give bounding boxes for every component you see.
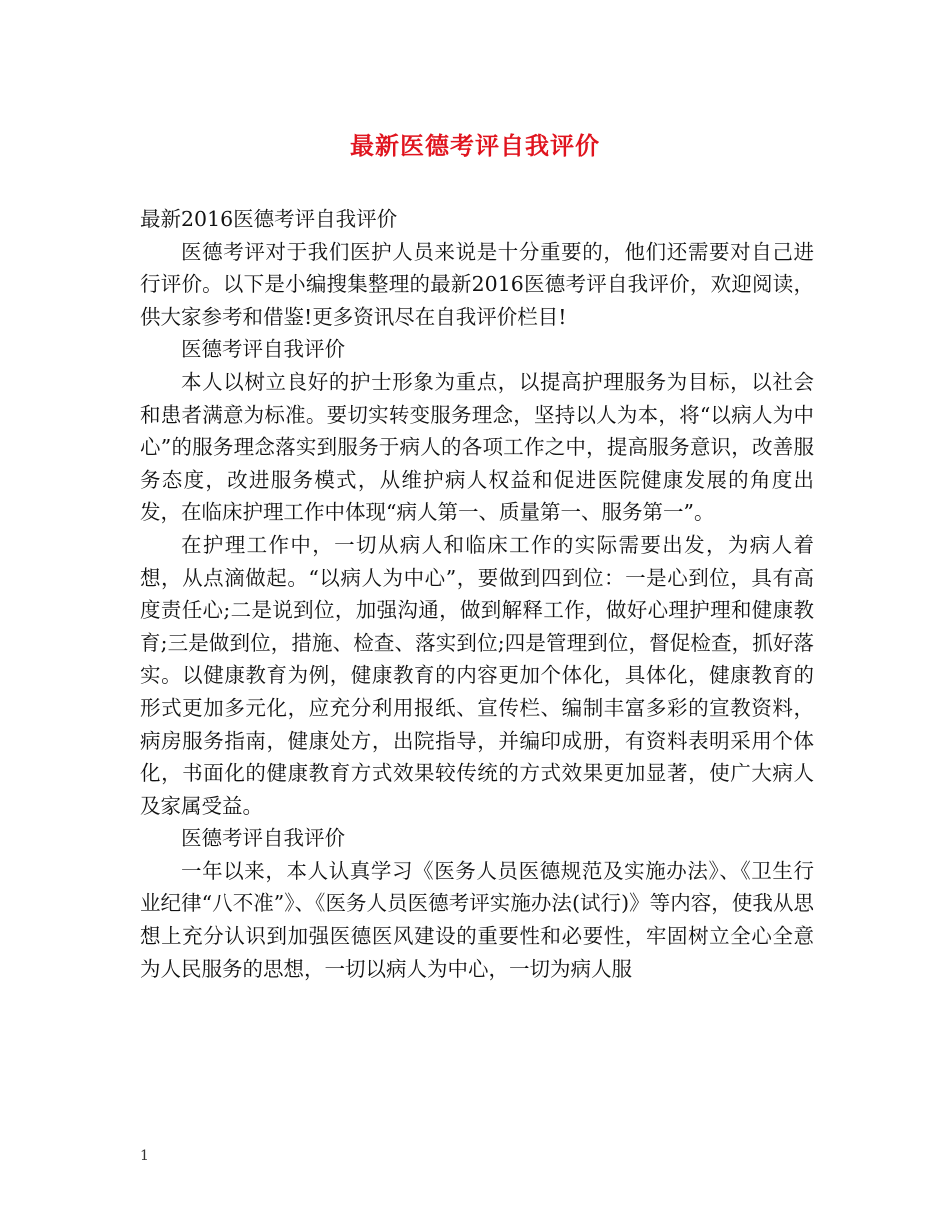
subtitle-line: 最新2016医德考评自我评价 xyxy=(140,207,398,231)
section-heading: 医德考评自我评价 xyxy=(181,337,345,362)
document-title: 最新医德考评自我评价 xyxy=(350,131,600,160)
body-paragraph: 一年以来，本人认真学习《医务人员医德规范及实施办法》、《卫生行业纪律“八不准”》、《医务人员医德考评实施办法(试行)》等内容，使我从思想上充分认识到加强医德医风建设的重要性和必要性，牢固树立全心全意为人民服务的思想，一切以病人为中心，一切为病人服 xyxy=(140,858,814,981)
page-number: 1 xyxy=(140,1148,149,1164)
document-body xyxy=(140,203,814,985)
section-heading: 医德考评自我评价 xyxy=(181,826,345,851)
intro-paragraph: 医德考评对于我们医护人员来说是十分重要的，他们还需要对自己进行评价。以下是小编搜集整理的最新2016医德考评自我评价，欢迎阅读，供大家参考和借鉴!更多资讯尽在自我评价栏目! xyxy=(140,239,814,329)
body-paragraph: 本人以树立良好的护士形象为重点，以提高护理服务为目标，以社会和患者满意为标准。要切实转变服务理念，坚持以人为本，将“以病人为中心”的服务理念落实到服务于病人的各项工作之中，提高服务意识，改善服务态度，改进服务模式，从维护病人权益和促进医院健康发展的角度出发，在临床护理工作中体现“病人第一、质量第一、服务第一”。 xyxy=(140,369,814,525)
body-paragraph: 在护理工作中，一切从病人和临床工作的实际需要出发，为病人着想，从点滴做起。“以病人为中心”，要做到四到位：一是心到位，具有高度责任心;二是说到位，加强沟通，做到解释工作，做好心理护理和健康教育;三是做到位，措施、检查、落实到位;四是管理到位，督促检查，抓好落实。以健康教育为例，健康教育的内容更加个体化，具体化，健康教育的形式更加多元化，应充分利用报纸、宣传栏、编制丰富多彩的宣教资料，病房服务指南，健康处方，出院指导，并编印成册，有资料表明采用个体化，书面化的健康教育方式效果较传统的方式效果更加显著，使广大病人及家属受益。 xyxy=(140,532,814,818)
